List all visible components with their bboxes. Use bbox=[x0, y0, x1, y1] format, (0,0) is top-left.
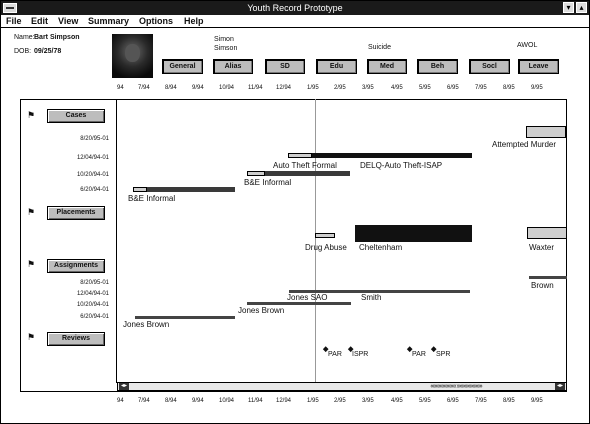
case-date: 6/20/94-01 bbox=[80, 187, 109, 193]
menu-help[interactable]: Help bbox=[184, 16, 204, 26]
awol-flag: AWOL bbox=[517, 42, 538, 49]
review-label: PAR bbox=[412, 351, 426, 358]
assignment-bar-jones-brown-early[interactable] bbox=[135, 316, 235, 319]
name-value: Bart Simpson bbox=[34, 34, 80, 41]
tick-label: 11/94 bbox=[248, 85, 263, 91]
tick-label: 8/95 bbox=[503, 398, 515, 404]
tab-general[interactable]: General bbox=[162, 59, 203, 74]
review-marker[interactable]: ◆ bbox=[407, 346, 413, 353]
case-date: 10/20/94-01 bbox=[76, 172, 109, 178]
tab-edu[interactable]: Edu bbox=[316, 59, 357, 74]
alias-1: Simon bbox=[214, 36, 234, 43]
tick-label: 10/94 bbox=[219, 85, 235, 91]
tab-beh[interactable]: Beh bbox=[417, 59, 458, 74]
placement-label: Cheltenham bbox=[359, 243, 403, 252]
tick-label: 7/94 bbox=[138, 398, 150, 404]
placement-bar-waxter[interactable] bbox=[527, 227, 567, 239]
tab-med[interactable]: Med bbox=[367, 59, 407, 74]
system-menu-icon[interactable] bbox=[3, 3, 17, 13]
case-bar-auto-theft-formal[interactable] bbox=[288, 153, 312, 158]
assignment-label: Jones SAO bbox=[287, 293, 328, 302]
menu-file[interactable]: File bbox=[6, 16, 22, 26]
placements-button[interactable]: Placements bbox=[47, 206, 105, 220]
case-label: B&E Informal bbox=[128, 194, 176, 203]
title-bar bbox=[1, 1, 589, 15]
tick-label: 3/95 bbox=[362, 85, 374, 91]
menu-summary[interactable]: Summary bbox=[88, 16, 130, 26]
review-label: SPR bbox=[436, 351, 451, 358]
case-label: DELQ-Auto Theft-ISAP bbox=[360, 161, 443, 170]
flag-icon[interactable]: ⚑ bbox=[27, 110, 36, 120]
case-bar-bne-informal-early[interactable] bbox=[133, 187, 147, 192]
case-bar-delq-auto-theft[interactable] bbox=[312, 153, 472, 158]
assignment-bar-jones-brown[interactable] bbox=[247, 302, 351, 305]
review-marker[interactable]: ◆ bbox=[348, 346, 354, 353]
case-label: Auto Theft Formal bbox=[273, 161, 337, 170]
tick-label: 2/95 bbox=[334, 398, 346, 404]
tick-label: 94 bbox=[117, 85, 124, 91]
flag-icon[interactable]: ⚑ bbox=[27, 207, 36, 217]
assignment-label: Brown bbox=[531, 281, 554, 290]
assignment-bar-brown[interactable] bbox=[529, 276, 567, 279]
placement-bar-drug-abuse[interactable] bbox=[315, 233, 335, 238]
alias-2: Simson bbox=[214, 45, 238, 52]
maximize-icon[interactable]: ▴ bbox=[576, 2, 587, 13]
case-label: B&E Informal bbox=[244, 178, 292, 187]
case-bar-attempted-murder[interactable] bbox=[526, 126, 566, 138]
assignment-date: 6/20/94-01 bbox=[80, 314, 109, 320]
assignment-label: Jones Brown bbox=[123, 320, 170, 329]
tick-label: 9/94 bbox=[192, 85, 204, 91]
scroll-right-icon[interactable]: ◂▸ bbox=[556, 383, 564, 389]
name-label: Name: bbox=[14, 34, 35, 41]
tick-label: 4/95 bbox=[391, 85, 403, 91]
assignment-date: 10/20/94-01 bbox=[76, 302, 109, 308]
scroll-track[interactable]: ‹‹‹‹‹‹‹‹‹‹‹‹‹‹‹‹‹‹‹ ››››››››››››››››››› bbox=[430, 383, 482, 390]
tick-label: 1/95 bbox=[307, 85, 319, 91]
assignment-label: Smith bbox=[361, 293, 382, 302]
tick-label: 8/94 bbox=[165, 398, 177, 404]
tab-socl[interactable]: Socl bbox=[469, 59, 510, 74]
today-line bbox=[315, 99, 316, 383]
tab-sd[interactable]: SD bbox=[265, 59, 305, 74]
assignment-label: Jones Brown bbox=[238, 306, 285, 315]
flag-icon[interactable]: ⚑ bbox=[27, 332, 36, 342]
menu-options[interactable]: Options bbox=[139, 16, 173, 26]
minimize-icon[interactable]: ▾ bbox=[563, 2, 574, 13]
placement-label: Waxter bbox=[529, 243, 555, 252]
tick-label: 9/95 bbox=[531, 398, 543, 404]
review-marker[interactable]: ◆ bbox=[323, 346, 329, 353]
case-bar-bne-informal-early[interactable] bbox=[147, 187, 235, 192]
tick-label: 6/95 bbox=[447, 85, 459, 91]
tick-label: 12/94 bbox=[276, 398, 292, 404]
case-date: 8/20/95-01 bbox=[80, 136, 109, 142]
placement-label: Drug Abuse bbox=[305, 243, 347, 252]
tick-label: 12/94 bbox=[276, 85, 292, 91]
cases-button[interactable]: Cases bbox=[47, 109, 105, 123]
tick-label: 5/95 bbox=[419, 85, 431, 91]
case-bar-bne-informal[interactable] bbox=[265, 171, 350, 176]
placement-bar-cheltenham[interactable] bbox=[355, 225, 472, 242]
timeline-frame bbox=[20, 99, 567, 392]
timeline-divider bbox=[116, 99, 117, 383]
reviews-button[interactable]: Reviews bbox=[47, 332, 105, 346]
tick-label: 8/94 bbox=[165, 85, 177, 91]
suicide-flag: Suicide bbox=[368, 44, 391, 51]
tick-label: 10/94 bbox=[219, 398, 235, 404]
review-label: ISPR bbox=[352, 351, 369, 358]
tick-label: 9/95 bbox=[531, 85, 543, 91]
tab-alias[interactable]: Alias bbox=[213, 59, 253, 74]
tick-label: 2/95 bbox=[334, 85, 346, 91]
review-marker[interactable]: ◆ bbox=[431, 346, 437, 353]
case-label: Attempted Murder bbox=[492, 140, 557, 149]
timeline-scrollbar[interactable] bbox=[117, 382, 567, 391]
tick-label: 11/94 bbox=[248, 398, 263, 404]
tick-label: 7/94 bbox=[138, 85, 150, 91]
tick-label: 94 bbox=[117, 398, 124, 404]
assignments-button[interactable]: Assignments bbox=[47, 259, 105, 273]
tick-label: 9/94 bbox=[192, 398, 204, 404]
assignment-date: 8/20/95-01 bbox=[80, 280, 109, 286]
tab-leave[interactable]: Leave bbox=[518, 59, 559, 74]
menu-bar bbox=[1, 15, 589, 28]
case-bar-bne-informal[interactable] bbox=[247, 171, 265, 176]
dob-value: 09/25/78 bbox=[34, 48, 62, 55]
tick-label: 3/95 bbox=[362, 398, 374, 404]
dob-label: DOB: bbox=[14, 48, 32, 55]
tick-label: 4/95 bbox=[391, 398, 403, 404]
tick-label: 6/95 bbox=[447, 398, 459, 404]
tick-label: 7/95 bbox=[475, 85, 487, 91]
menu-view[interactable]: View bbox=[58, 16, 79, 26]
tick-label: 1/95 bbox=[307, 398, 319, 404]
assignment-date: 12/04/94-01 bbox=[76, 291, 109, 297]
review-label: PAR bbox=[328, 351, 342, 358]
tick-label: 5/95 bbox=[419, 398, 431, 404]
case-date: 12/04/94-01 bbox=[76, 155, 109, 161]
tick-label: 7/95 bbox=[475, 398, 487, 404]
flag-icon[interactable]: ⚑ bbox=[27, 259, 36, 269]
window-title: Youth Record Prototype bbox=[247, 3, 343, 13]
menu-edit[interactable]: Edit bbox=[31, 16, 48, 26]
tick-label: 8/95 bbox=[503, 85, 515, 91]
youth-photo bbox=[112, 34, 153, 78]
scroll-left-icon[interactable]: ◂▸ bbox=[120, 383, 128, 389]
